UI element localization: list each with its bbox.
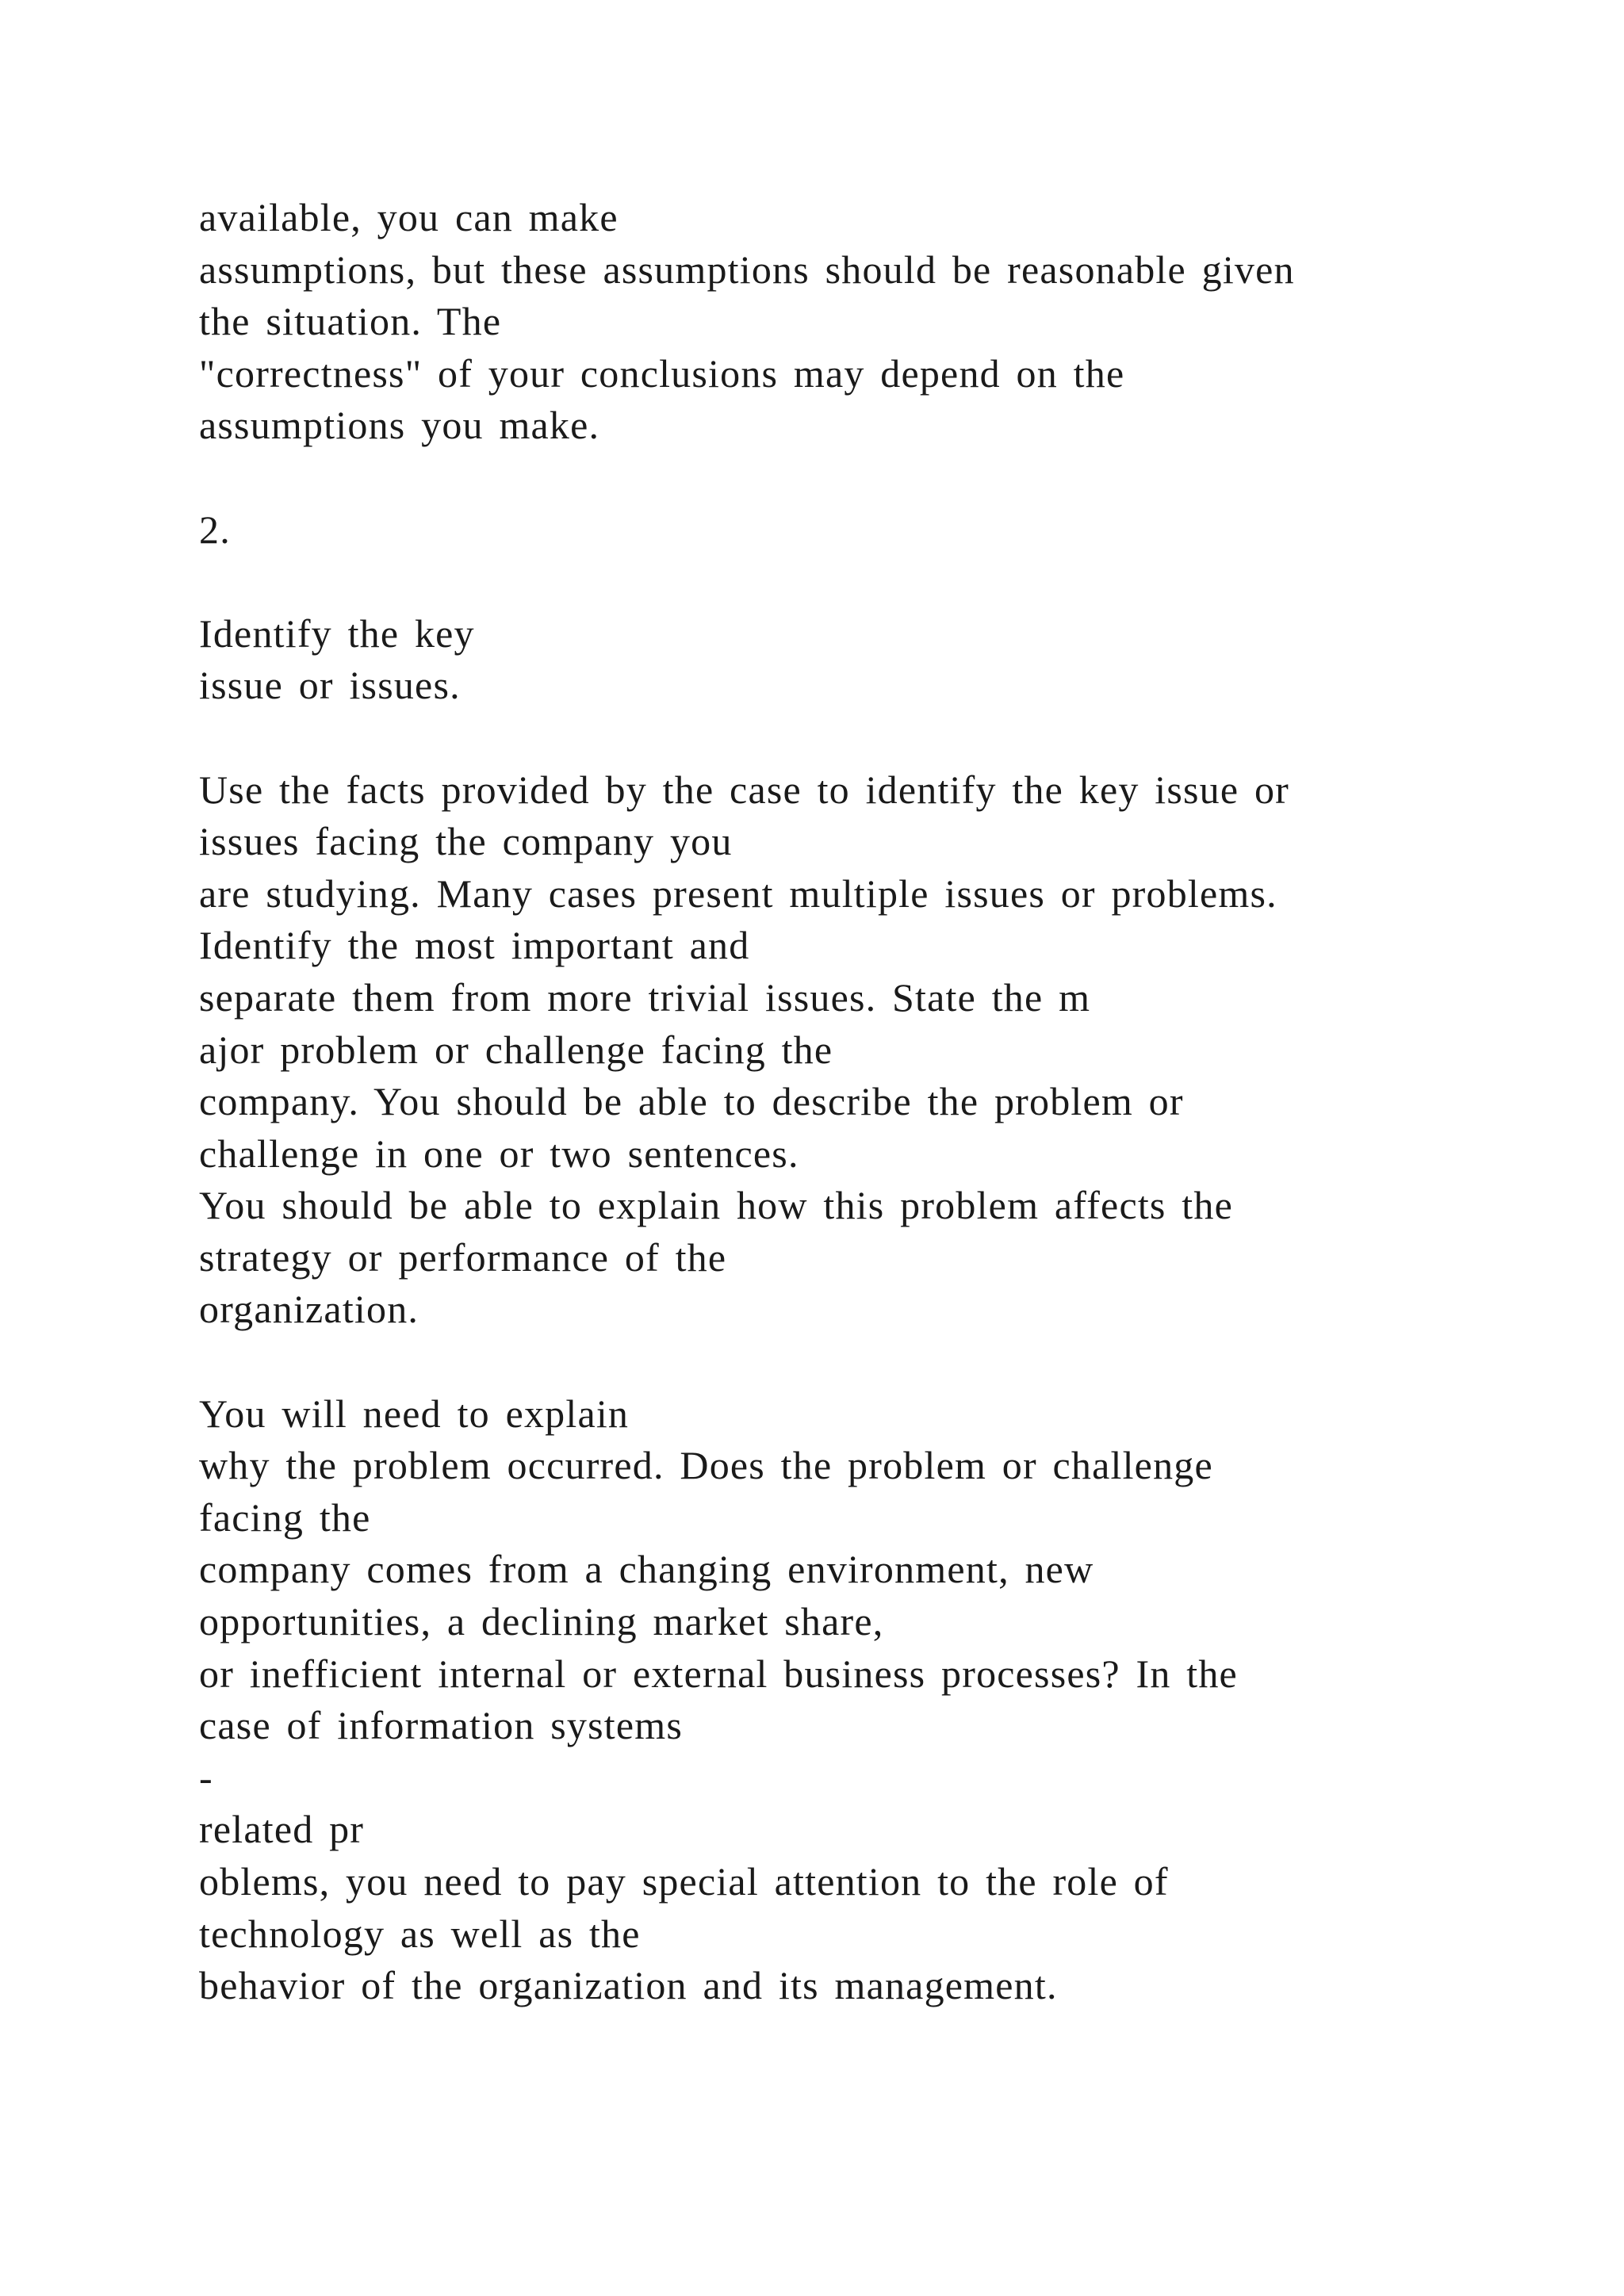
text-line: issues facing the company you	[199, 819, 733, 864]
document-body	[199, 192, 1547, 2012]
blank-line	[199, 452, 1547, 504]
text-line: are studying. Many cases present multiple issues or problems.	[199, 871, 1277, 916]
text-line: behavior of the organization and its management.	[199, 1963, 1058, 2008]
section-heading-line: Identify the key	[199, 610, 475, 656]
text-line: separate them from more trivial issues. State the m	[199, 974, 1091, 1020]
text-line: case of information systems	[199, 1703, 683, 1748]
text-line: "correctness" of your conclusions may depend on the	[199, 350, 1125, 396]
text-line: technology as well as the	[199, 1911, 641, 1956]
section-heading-line: issue or issues.	[199, 663, 461, 708]
blank-line	[199, 1336, 1547, 1388]
text-line: ajor problem or challenge facing the	[199, 1027, 833, 1072]
text-line: assumptions, but these assumptions should be reasonable given	[199, 247, 1295, 292]
text-line: oblems, you need to pay special attention to the role of	[199, 1859, 1169, 1904]
blank-line	[199, 712, 1547, 764]
text-line: challenge in one or two sentences.	[199, 1131, 799, 1176]
blank-line	[199, 556, 1547, 608]
text-line: opportunities, a declining market share,	[199, 1599, 884, 1644]
text-line: why the problem occurred. Does the problem or challenge	[199, 1443, 1213, 1488]
text-line: facing the	[199, 1494, 371, 1540]
text-line: the situation. The	[199, 299, 502, 344]
text-line: assumptions you make.	[199, 403, 600, 448]
text-line: Identify the most important and	[199, 923, 750, 968]
text-line: company. You should be able to describe the problem or	[199, 1079, 1184, 1124]
list-number: 2.	[199, 507, 231, 552]
text-line: related pr	[199, 1807, 365, 1852]
text-line: company comes from a changing environment, new	[199, 1547, 1094, 1592]
text-line: available, you can make	[199, 195, 619, 239]
text-line: or inefficient internal or external business processes? In the	[199, 1651, 1238, 1696]
text-line: Use the facts provided by the case to identify the key issue or	[199, 767, 1290, 812]
text-line: You should be able to explain how this problem affects the	[199, 1183, 1233, 1228]
text-line: -	[199, 1755, 213, 1800]
text-line: You will need to explain	[199, 1391, 630, 1436]
text-line: organization.	[199, 1287, 419, 1332]
text-line: strategy or performance of the	[199, 1234, 727, 1280]
